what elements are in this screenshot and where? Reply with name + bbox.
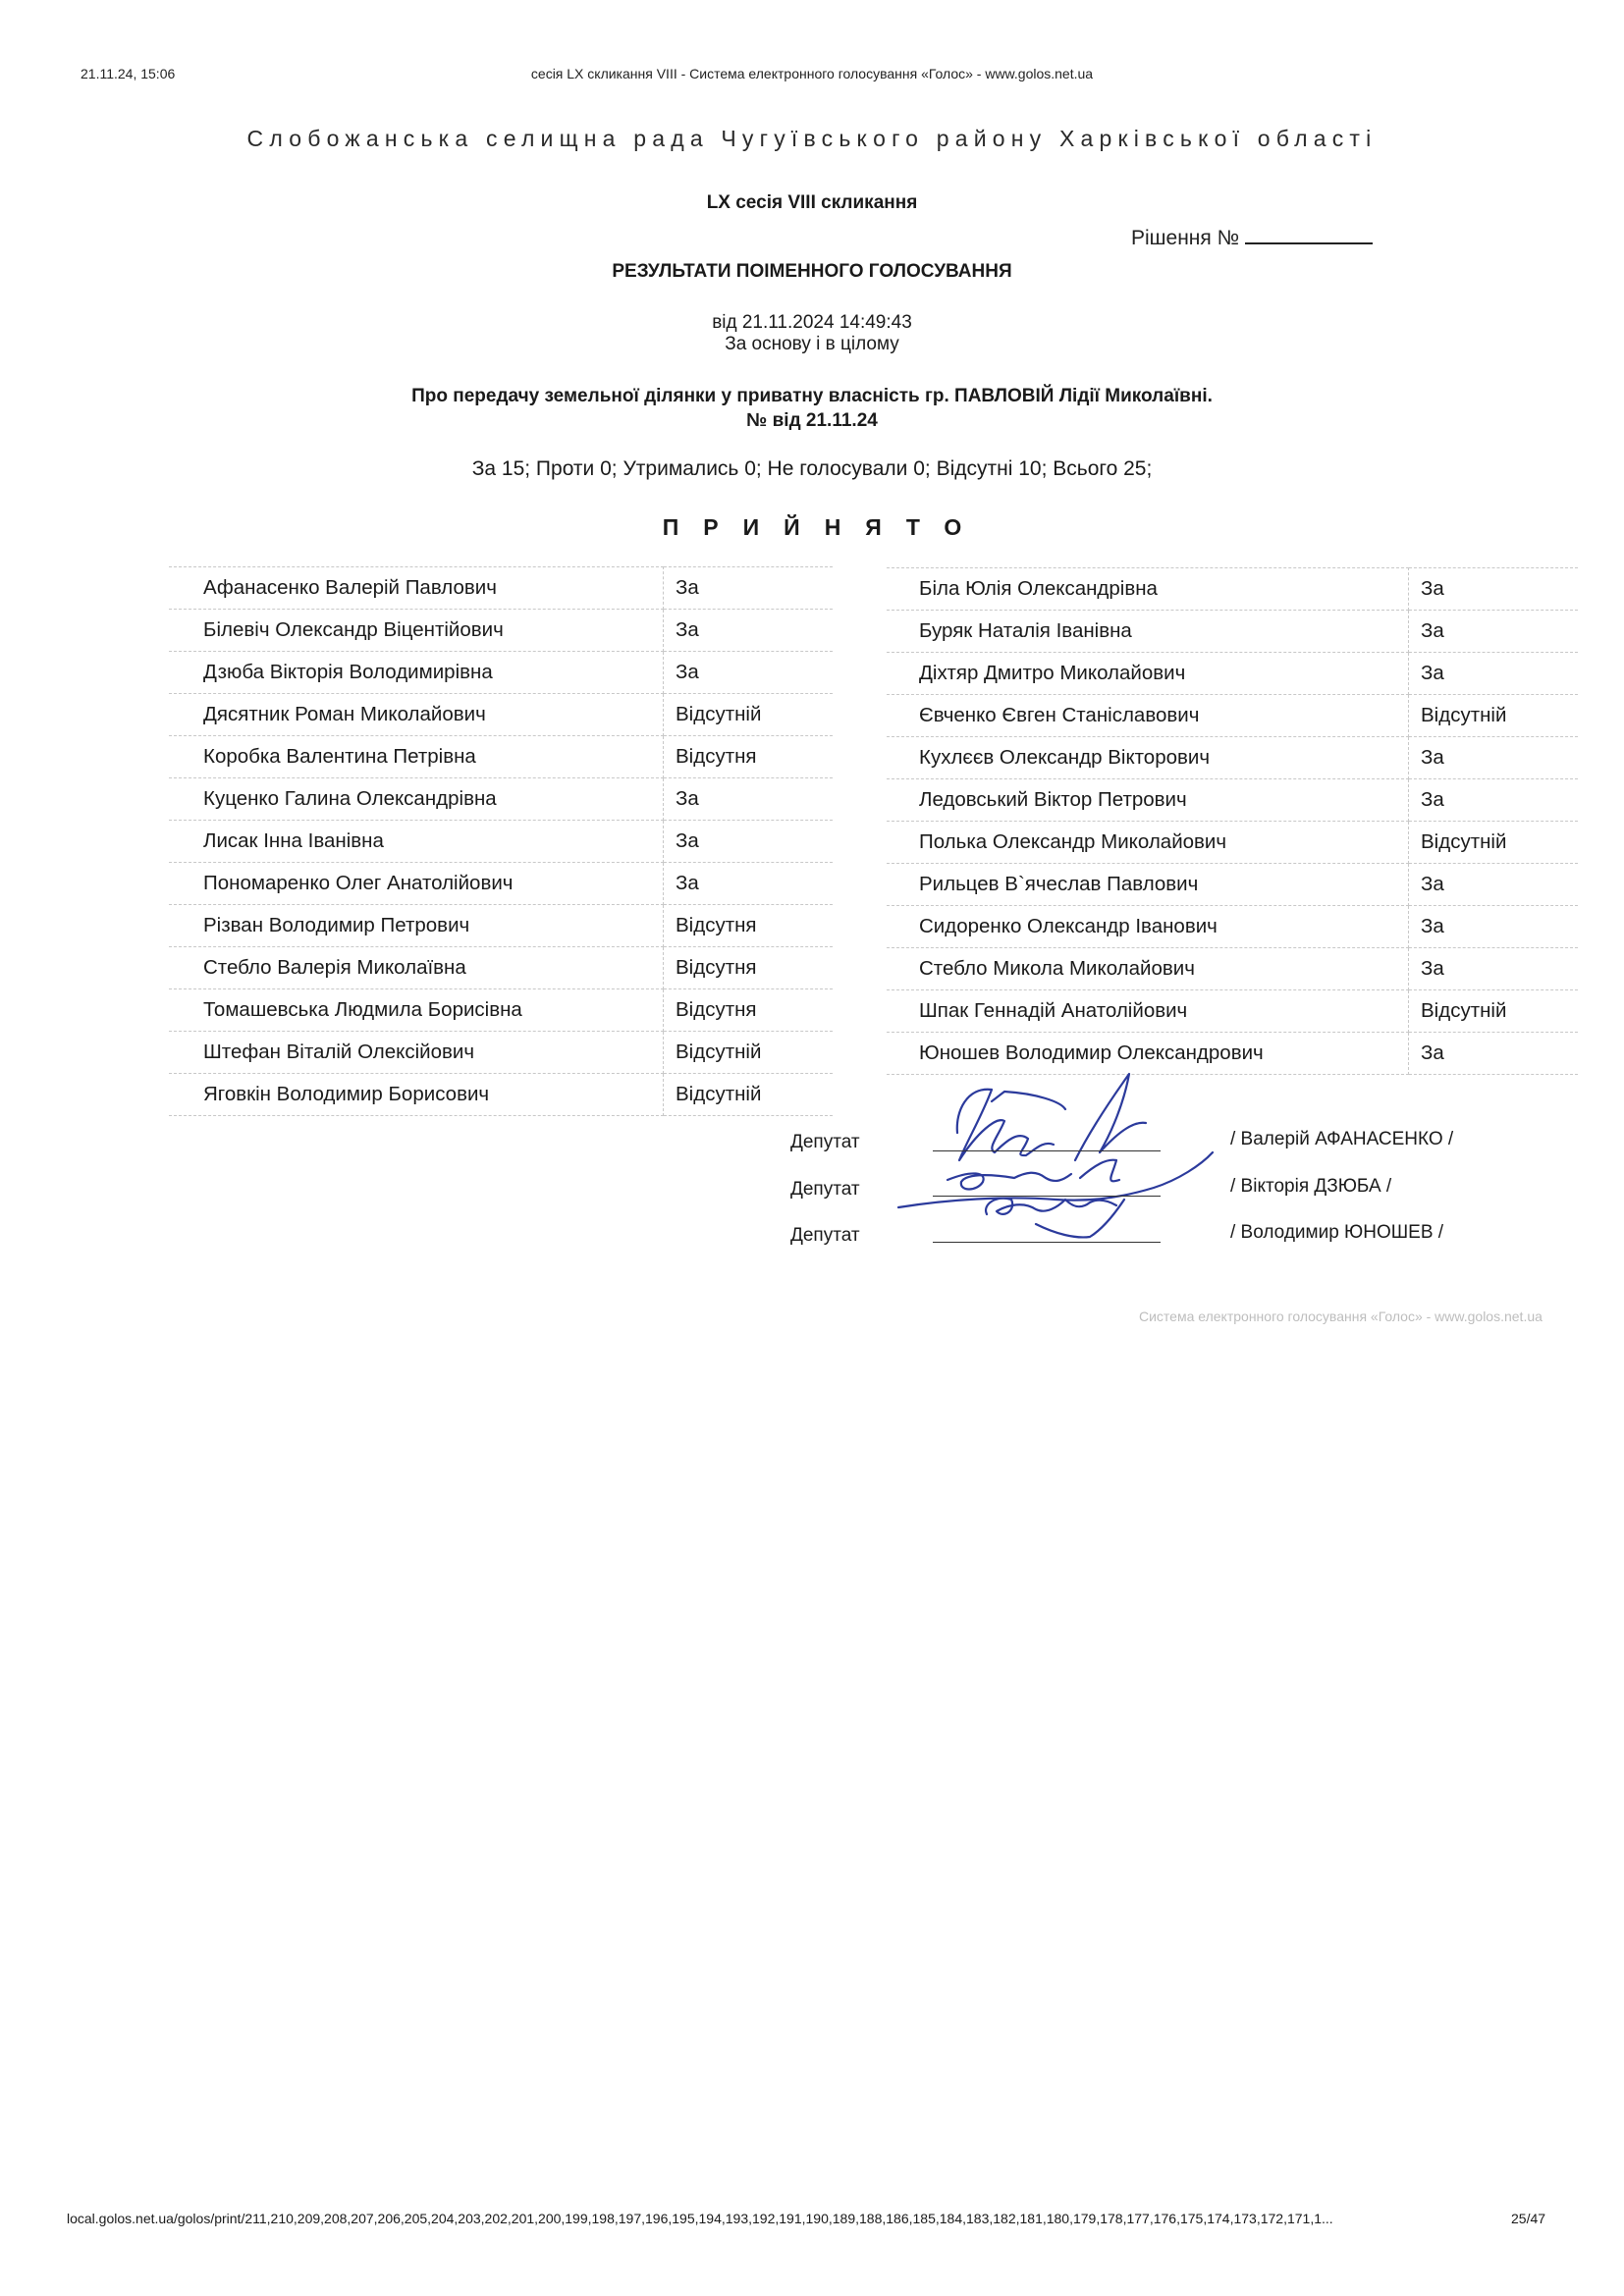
- deputy-vote: Відсутня: [664, 905, 834, 947]
- deputy-name: Яговкін Володимир Борисович: [169, 1074, 664, 1116]
- deputy-name: Пономаренко Олег Анатолійович: [169, 863, 664, 905]
- deputy-vote: За: [1409, 611, 1579, 653]
- deputy-name: Стебло Валерія Миколаївна: [169, 947, 664, 989]
- deputy-vote: Відсутня: [664, 989, 834, 1032]
- vote-row: [887, 822, 1578, 864]
- signature-line-1: [933, 1150, 1161, 1151]
- vote-row: [169, 1074, 833, 1116]
- vote-row: [887, 737, 1578, 779]
- session-title: LX сесія VIII скликання: [706, 192, 918, 213]
- signature-label-1: Депутат: [790, 1132, 860, 1152]
- signature-line-3: [933, 1242, 1161, 1243]
- deputy-name: Євченко Євген Станіславович: [887, 695, 1409, 737]
- vote-totals: За 15; Проти 0; Утримались 0; Не голосували 0; Відсутні 10; Всього 25;: [471, 457, 1153, 480]
- deputy-vote: Відсутній: [664, 1074, 834, 1116]
- vote-row: [887, 948, 1578, 990]
- print-header-title: сесія LX скликання VIII - Система електронного голосування «Голос» - www.golos.net.ua: [530, 66, 1094, 81]
- council-name: Слобожанська селищна рада Чугуївського району Харківської області: [246, 126, 1378, 151]
- deputy-vote: За: [1409, 779, 1579, 822]
- deputy-name: Штефан Віталій Олексійович: [169, 1032, 664, 1074]
- vote-row: [169, 947, 833, 989]
- deputy-vote: Відсутня: [664, 947, 834, 989]
- deputy-vote: За: [1409, 737, 1579, 779]
- vote-row: [169, 821, 833, 863]
- deputy-vote: Відсутній: [664, 694, 834, 736]
- vote-basis: За основу і в цілому: [725, 334, 899, 354]
- results-title: РЕЗУЛЬТАТИ ПОІМЕННОГО ГОЛОСУВАННЯ: [612, 261, 1012, 282]
- deputy-name: Дясятник Роман Миколайович: [169, 694, 664, 736]
- vote-row: [169, 778, 833, 821]
- vote-row: [169, 694, 833, 736]
- vote-row: [887, 990, 1578, 1033]
- signature-line-2: [933, 1196, 1161, 1197]
- deputy-name: Біла Юлія Олександрівна: [887, 568, 1409, 611]
- vote-row: [169, 652, 833, 694]
- deputy-vote: Відсутній: [664, 1032, 834, 1074]
- deputy-name: Буряк Наталія Іванівна: [887, 611, 1409, 653]
- deputy-name: Діхтяр Дмитро Миколайович: [887, 653, 1409, 695]
- signatures-ink: [889, 1062, 1242, 1288]
- signature-name-2: / Вікторія ДЗЮБА /: [1230, 1176, 1392, 1197]
- deputy-name: Коробка Валентина Петрівна: [169, 736, 664, 778]
- vote-subject: [0, 384, 1624, 433]
- print-datetime: 21.11.24, 15:06: [81, 66, 176, 81]
- deputy-name: Стебло Микола Миколайович: [887, 948, 1409, 990]
- vote-row: [887, 568, 1578, 611]
- vote-row: [169, 905, 833, 947]
- vote-row: [169, 863, 833, 905]
- subject-number-line: № від 21.11.24: [746, 410, 878, 431]
- decision-number: [1131, 225, 1373, 250]
- vote-row: [887, 779, 1578, 822]
- deputy-vote: За: [664, 821, 834, 863]
- signature-label-2: Депутат: [790, 1179, 860, 1200]
- deputy-vote: Відсутній: [1409, 695, 1579, 737]
- signature-label-3: Депутат: [790, 1225, 860, 1246]
- vote-datetime-block: [0, 312, 1624, 355]
- adopted-status: ПРИЙНЯТО: [662, 514, 987, 540]
- deputy-name: Юношев Володимир Олександрович: [887, 1033, 1409, 1075]
- deputy-vote: За: [1409, 568, 1579, 611]
- deputy-name: Білевіч Олександр Віцентійович: [169, 610, 664, 652]
- deputy-vote: За: [664, 610, 834, 652]
- vote-row: [887, 611, 1578, 653]
- vote-row: [169, 736, 833, 778]
- deputy-name: Різван Володимир Петрович: [169, 905, 664, 947]
- vote-row: [169, 610, 833, 652]
- deputy-name: Афанасенко Валерій Павлович: [169, 567, 664, 610]
- deputy-name: Куценко Галина Олександрівна: [169, 778, 664, 821]
- deputy-name: Сидоренко Олександр Іванович: [887, 906, 1409, 948]
- vote-row: [169, 567, 833, 610]
- deputy-vote: За: [1409, 906, 1579, 948]
- deputy-vote: За: [1409, 864, 1579, 906]
- deputy-name: Ледовський Віктор Петрович: [887, 779, 1409, 822]
- deputy-vote: За: [664, 863, 834, 905]
- deputy-name: Шпак Геннадій Анатолійович: [887, 990, 1409, 1033]
- deputy-name: Дзюба Вікторія Володимирівна: [169, 652, 664, 694]
- decision-label: Рішення №: [1131, 227, 1240, 249]
- signature-name-3: / Володимир ЮНОШЕВ /: [1230, 1222, 1444, 1243]
- footer-page-number: 25/47: [1511, 2211, 1546, 2226]
- decision-blank-line: [1245, 225, 1373, 244]
- deputy-name: Полька Олександр Миколайович: [887, 822, 1409, 864]
- deputy-vote: За: [1409, 1033, 1579, 1075]
- deputy-vote: За: [664, 567, 834, 610]
- vote-row: [887, 695, 1578, 737]
- deputy-vote: За: [1409, 653, 1579, 695]
- subject-line: Про передачу земельної ділянки у приватну власність гр. ПАВЛОВІЙ Лідії Миколаївні.: [411, 386, 1213, 406]
- vote-row: [169, 1032, 833, 1074]
- footer-url: local.golos.net.ua/golos/print/211,210,209,208,207,206,205,204,203,202,201,200,199,198,197,196,195,194,193,192,191,190,189,188,186,185,184,183,182,181,180,179,178,177,176,175,174,173,172,171,1...: [67, 2211, 1333, 2226]
- votes-table-right: [887, 567, 1578, 1075]
- signature-name-1: / Валерій АФАНАСЕНКО /: [1230, 1129, 1454, 1149]
- deputy-vote: Відсутня: [664, 736, 834, 778]
- vote-row: [887, 906, 1578, 948]
- deputy-vote: За: [664, 652, 834, 694]
- deputy-vote: Відсутній: [1409, 990, 1579, 1033]
- deputy-name: Томашевська Людмила Борисівна: [169, 989, 664, 1032]
- deputy-vote: За: [1409, 948, 1579, 990]
- deputy-vote: Відсутній: [1409, 822, 1579, 864]
- deputy-name: Лисак Інна Іванівна: [169, 821, 664, 863]
- deputy-vote: За: [664, 778, 834, 821]
- vote-date: від 21.11.2024 14:49:43: [712, 312, 912, 333]
- vote-row: [887, 653, 1578, 695]
- deputy-name: Рильцев В`ячеслав Павлович: [887, 864, 1409, 906]
- votes-table-left: [169, 566, 833, 1116]
- faint-system-footer: Система електронного голосування «Голос» - www.golos.net.ua: [1139, 1308, 1543, 1324]
- deputy-name: Кухлєєв Олександр Вікторович: [887, 737, 1409, 779]
- vote-row: [169, 989, 833, 1032]
- vote-row: [887, 864, 1578, 906]
